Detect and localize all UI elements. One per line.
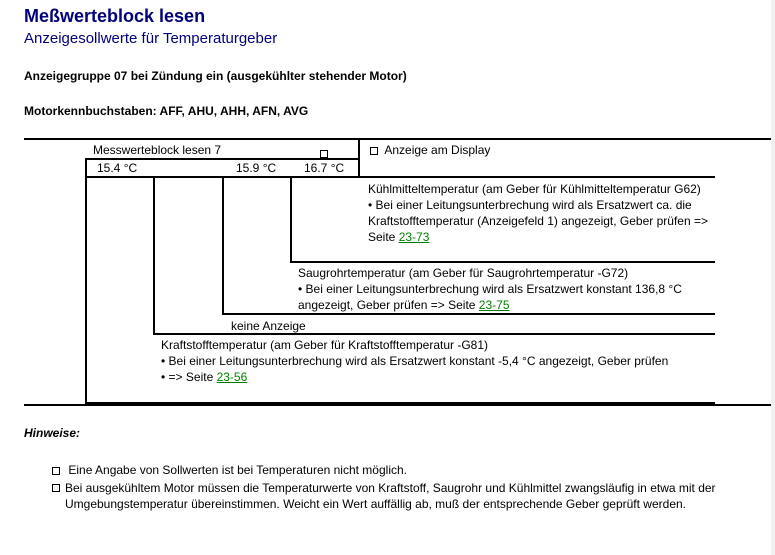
display-group-heading: Anzeigegruppe 07 bei Zündung ein (ausgekühlter stehender Motor) xyxy=(24,69,407,83)
table-top-rule xyxy=(24,138,774,140)
value-field1: 15.4 °C xyxy=(97,161,138,175)
bracket-field1 xyxy=(85,158,87,404)
field2-rule xyxy=(222,313,715,315)
bracket-field2 xyxy=(222,176,224,314)
field1-description xyxy=(161,337,681,385)
notes-heading: Hinweise: xyxy=(24,426,81,440)
bracket-field-none xyxy=(153,176,155,334)
field3-rule xyxy=(290,261,715,263)
field3-description xyxy=(368,181,708,245)
field1-title: Kraftstofftemperatur (am Geber für Kraftstofftemperatur -G81) xyxy=(161,338,489,352)
block-label: Messwerteblock lesen 7 xyxy=(93,143,222,157)
value-field3: 16.7 °C xyxy=(304,161,345,175)
field2-text: • Bei einer Leitungsunterbrechung wird als Ersatzwert konstant 136,8 °C angezeigt, Geber prüfen => Seite xyxy=(298,282,682,312)
value-field2: 15.9 °C xyxy=(236,161,277,175)
field2-title: Saugrohrtemperatur (am Geber für Saugrohrtemperatur -G72) xyxy=(298,266,629,280)
checkbox-icon xyxy=(370,147,378,155)
note-text: Eine Angabe von Sollwerten ist bei Temperaturen nicht möglich. xyxy=(68,463,407,477)
field1-page-link[interactable]: 23-56 xyxy=(216,370,248,384)
table-bottom-rule xyxy=(24,404,774,406)
header-separator xyxy=(358,138,360,178)
field1-link-row xyxy=(161,369,681,385)
note-item xyxy=(52,462,407,478)
field2-description xyxy=(298,265,710,313)
values-row-rule xyxy=(85,176,715,178)
engine-codes: Motorkennbuchstaben: AFF, AHU, AHH, AFN, AVG xyxy=(24,104,309,118)
field3-text-row xyxy=(368,197,708,245)
field3-page-link[interactable]: 23-73 xyxy=(398,230,430,244)
field2-text-row xyxy=(298,281,710,313)
bullet-box-icon xyxy=(52,467,60,475)
note-item xyxy=(52,480,767,512)
display-label: Anzeige am Display xyxy=(384,143,491,157)
bracket-field3 xyxy=(290,176,292,262)
display-label-row xyxy=(370,142,490,158)
bullet-box-icon xyxy=(52,484,60,492)
field3-title: Kühlmitteltemperatur (am Geber für Kühlmitteltemperatur G62) xyxy=(368,182,701,196)
field1-link-prefix: • => Seite xyxy=(161,370,217,384)
field2-page-link[interactable]: 23-75 xyxy=(478,298,510,312)
field-none-label: keine Anzeige xyxy=(231,319,306,333)
scrollbar[interactable] xyxy=(771,0,775,555)
field1-text: • Bei einer Leitungsunterbrechung wird als Ersatzwert konstant -5,4 °C angezeigt, Geber prüfen xyxy=(161,354,669,368)
note-text: Bei ausgekühltem Motor müssen die Temperaturwerte von Kraftstoff, Saugrohr und Kühlmittel zwangsläufig in etwa mit der Umgebungstemperatur übereinstimmen. Weicht ein Wert auffällig ab, muß der entsprechende Geber geprüft werden. xyxy=(65,481,716,511)
field3-text: • Bei einer Leitungsunterbrechung wird als Ersatzwert ca. die Kraftstofftemperatur (Anzeigefeld 1) angezeigt, Geber prüfen => Seite xyxy=(368,198,708,244)
page-subtitle: Anzeigesollwerte für Temperaturgeber xyxy=(24,30,278,47)
page-title: Meßwerteblock lesen xyxy=(24,6,206,26)
